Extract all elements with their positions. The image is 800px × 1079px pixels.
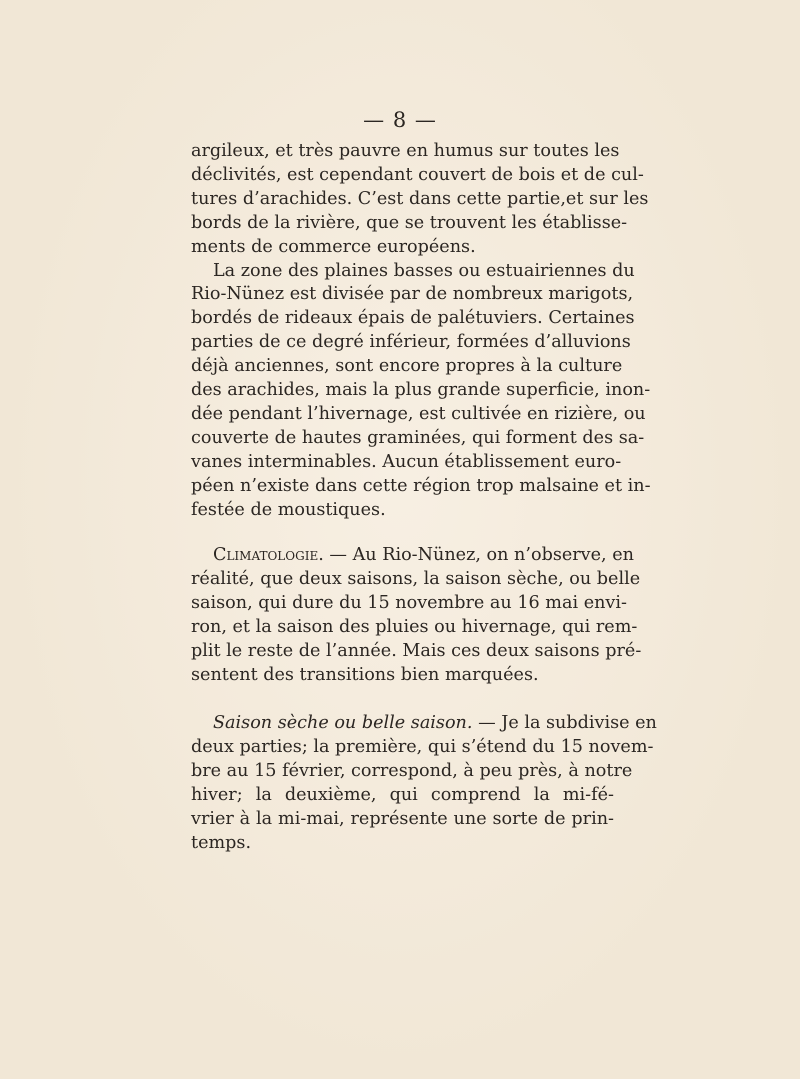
- section-heading: Climatologie.: [213, 545, 324, 565]
- paragraph-plains: [191, 140, 651, 523]
- text-line: parties de ce degré inférieur, formées d’alluvions: [191, 332, 631, 353]
- text-line: ments de commerce européens.: [191, 236, 476, 257]
- text-line: vanes interminables. Aucun établissement euro-: [191, 451, 622, 472]
- text-line: des arachides, mais la plus grande superficie, inon-: [191, 380, 651, 401]
- text-line: temps.: [191, 832, 252, 853]
- text-line: ron, et la saison des pluies ou hivernage, qui rem-: [191, 616, 638, 637]
- text-fragment: — Au Rio-Nünez, on n’observe, en: [323, 545, 634, 565]
- text-line: bre au 15 février, correspond, à peu près, à notre: [191, 760, 633, 781]
- text-line: tures d’arachides. C’est dans cette partie,et sur les: [191, 188, 649, 209]
- text-line: bordés de rideaux épais de palétuviers. Certaines: [191, 308, 635, 329]
- text-line: vrier à la mi-mai, représente une sorte de prin-: [191, 808, 614, 829]
- text-line: dée pendant l’hivernage, est cultivée en rizière, ou: [191, 403, 646, 424]
- text-line: couverte de hautes graminées, qui forment des sa-: [191, 427, 645, 448]
- text-line: déclivités, est cependant couvert de bois et de cul-: [191, 164, 644, 185]
- paragraph-saison-seche: [191, 712, 657, 855]
- text-line: Rio-Nünez est divisée par de nombreux marigots,: [191, 284, 634, 305]
- text-fragment: — Je la subdivise en: [472, 713, 657, 733]
- paragraph-climatologie: [191, 544, 642, 687]
- text-line: [191, 544, 634, 568]
- text-line: La zone des plaines basses ou estuairiennes du: [213, 260, 635, 281]
- text-line: plit le reste de l’année. Mais ces deux saisons pré-: [191, 640, 642, 661]
- text-line: [191, 712, 657, 736]
- page-number: — 8 —: [363, 108, 437, 132]
- text-line: sentent des transitions bien marquées.: [191, 664, 539, 685]
- text-line: deux parties; la première, qui s’étend du 15 novem-: [191, 736, 654, 757]
- text-line: saison, qui dure du 15 novembre au 16 mai envi-: [191, 592, 627, 613]
- text-line: festée de moustiques.: [191, 499, 386, 520]
- text-line: péen n’existe dans cette région trop malsaine et in-: [191, 475, 651, 496]
- text-line: réalité, que deux saisons, la saison sèche, ou belle: [191, 568, 641, 589]
- section-heading: Saison sèche ou belle saison.: [213, 713, 473, 733]
- text-line: hiver; la deuxième, qui comprend la mi-fé-: [191, 784, 614, 805]
- text-line: argileux, et très pauvre en humus sur toutes les: [191, 141, 620, 161]
- text-line: bords de la rivière, que se trouvent les établisse-: [191, 212, 628, 233]
- text-line: déjà anciennes, sont encore propres à la culture: [191, 356, 623, 377]
